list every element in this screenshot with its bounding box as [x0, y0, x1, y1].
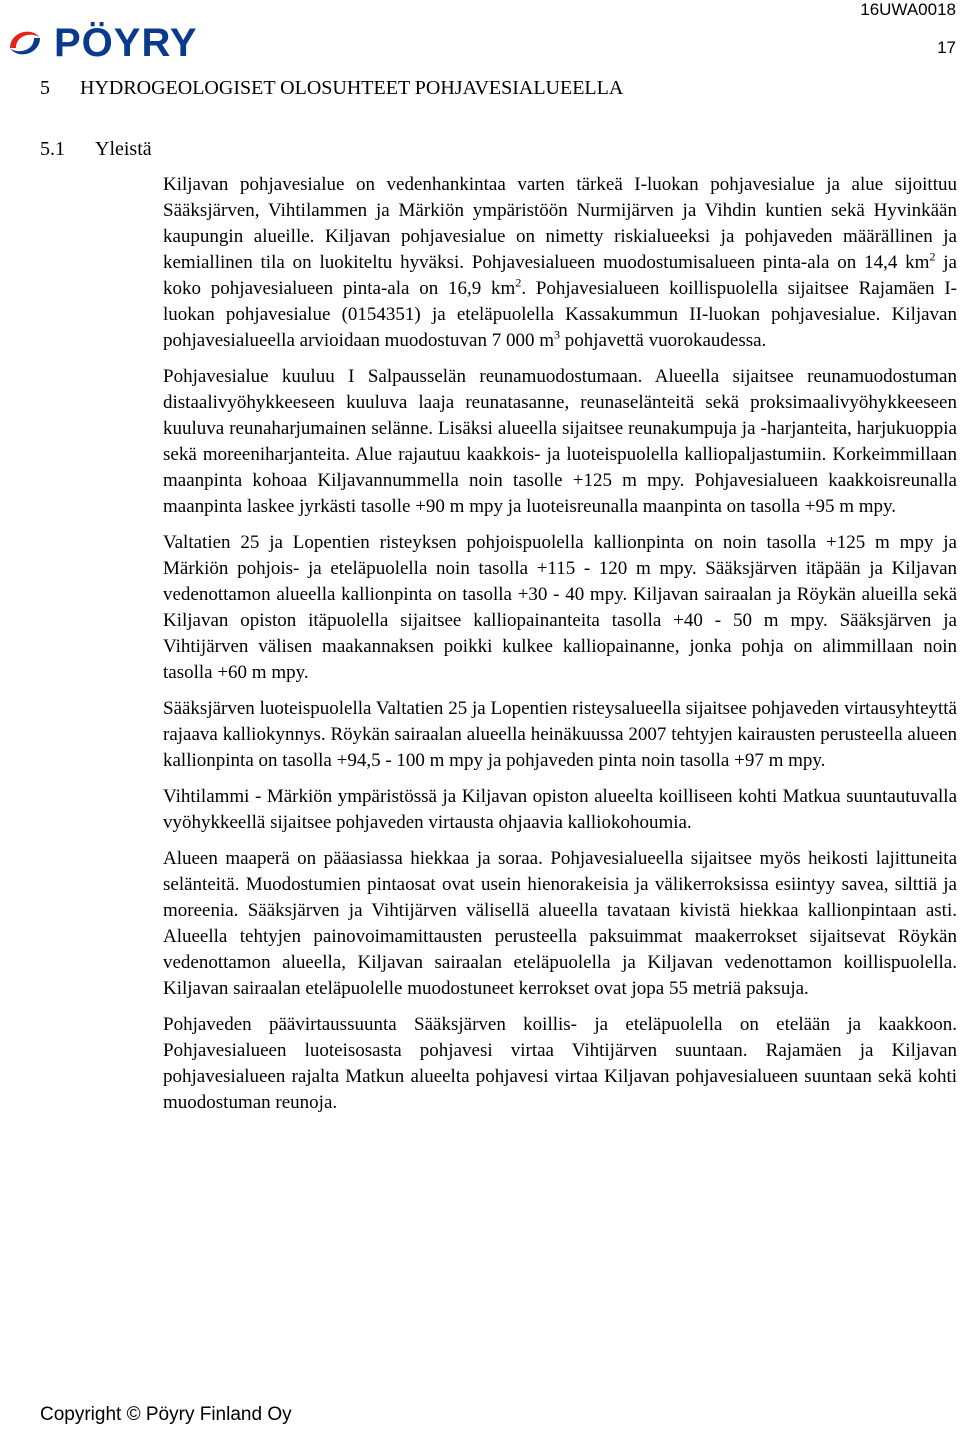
superscript: 2	[515, 275, 522, 290]
paragraph-text: pohjavettä vuorokaudessa.	[559, 330, 767, 351]
subsection-number: 5.1	[40, 138, 65, 160]
paragraph-text: . Pohjavesialueen koillispuolella sijaitsee Rajamäen I-luokan pohjavesialue (0154351) ja eteläpuolella Kassakummun II-luokan pohjavesialue. Kiljavan pohjavesialueella arvioidaan muodostuvan 7 000 m	[163, 278, 958, 351]
paragraph: Pohjavesialue kuuluu I Salpausselän reunamuodostumaan. Alueella sijaitsee reunamuodostuman distaalivyöhykkeeseen kuuluva laaja reunatasanne, reunaselänteitä sekä proksimaalivyöhykkeeseen kuuluva reunaharjumainen selänne. Lisäksi alueella sijaitsee reunakumpuja ja -harjanteita, harjukuoppia sekä moreeniharjanteita. Alue rajautuu kaakkois- ja luoteispuolella kalliopaljastumiin. Korkeimmillaan maanpinta kohoaa Kiljavannummella noin tasolle +125 m mpy. Pohjavesialueen kaakkoisreunalla maanpinta laskee jyrkästi tasolle +90 m mpy ja luoteisreunalla maanpinta on tasolla +95 m mpy.	[163, 366, 957, 517]
paragraph-text: ja koko pohjavesialueen pinta-ala on 16,9 km	[163, 252, 957, 299]
subsection-heading	[40, 137, 152, 161]
page-number: 17	[937, 38, 956, 57]
poyry-swirl-icon	[2, 22, 48, 64]
paragraph: Vihtilammi - Märkiön ympäristössä ja Kiljavan opiston alueelta koilliseen kohti Matkua suuntautuvalla vyöhykkeellä sijaitsee pohjaveden virtausta ohjaavia kalliokohoumia.	[163, 786, 957, 833]
body-text	[163, 172, 957, 1126]
subsection-title: Yleistä	[95, 138, 152, 160]
superscript: 3	[553, 327, 560, 342]
section-heading	[40, 76, 623, 100]
section-number: 5	[40, 77, 50, 99]
document-code: 16UWA0018	[860, 0, 956, 19]
logo-wordmark: PÖYRY	[54, 21, 198, 65]
paragraph: Alueen maaperä on pääasiassa hiekkaa ja soraa. Pohjavesialueella sijaitsee myös heikosti lajittuneita selänteitä. Muodostumien pintaosat ovat usein hienorakeisia ja välikerroksissa esiintyy savea, silttiä ja moreenia. Sääksjärven ja Vihtijärven välisellä alueella tavataan kivistä hiekkaa kallionpintaan asti. Alueella tehtyjen painovoimamittausten perusteella paksuimmat maakerrokset sijaitsevat Röykän vedenottamon alueella, Kiljavan sairaalan eteläpuolella ja Kiljavan vedenottamon koillispuolella. Kiljavan sairaalan eteläpuolelle muodostuneet kerrokset ovat jopa 55 metriä paksuja.	[163, 848, 957, 999]
company-logo	[2, 22, 252, 64]
section-title: HYDROGEOLOGISET OLOSUHTEET POHJAVESIALUEELLA	[80, 77, 624, 99]
superscript: 2	[929, 249, 936, 264]
paragraph-text: Kiljavan pohjavesialue on vedenhankintaa varten tärkeä I-luokan pohjavesialue ja alue sijoittuu Sääksjärven, Vihtilammen ja Märkiön ympäristöön Nurmijärven ja Vihdin kuntien sekä Hyvinkään kaupungin alueille. Kiljavan pohjavesialue on nimetty riskialueeksi ja pohjaveden määrällinen ja kemiallinen tila on luokiteltu hyväksi. Pohjavesialueen muodostumisalueen pinta-ala on 14,4 km	[163, 174, 957, 273]
paragraph	[163, 172, 957, 354]
paragraph: Pohjaveden päävirtaussuunta Sääksjärven koillis- ja eteläpuolella on etelään ja kaakkoon. Pohjavesialueen luoteisosasta pohjavesi virtaa Vihtijärven suuntaan. Rajamäen ja Kiljavan pohjavesialueen rajalta Matkun alueelta pohjavesi virtaa Kiljavan pohjavesialueen suuntaan sekä kohti muodostuman reunoja.	[163, 1014, 957, 1113]
footer-copyright: Copyright © Pöyry Finland Oy	[40, 1404, 292, 1425]
paragraph: Sääksjärven luoteispuolella Valtatien 25 ja Lopentien risteysalueella sijaitsee pohjaveden virtausyhteyttä rajaava kalliokynnys. Röykän sairaalan alueella heinäkuussa 2007 tehtyjen kairausten perusteella alueen kallionpinta on tasolla +94,5 - 100 m mpy ja pohjaveden pinta noin tasolla +97 m mpy.	[163, 698, 957, 771]
paragraph: Valtatien 25 ja Lopentien risteyksen pohjoispuolella kallionpinta on noin tasolla +125 m mpy ja Märkiön pohjois- ja eteläpuolella noin tasolla +115 - 120 m mpy. Sääksjärven itäpään ja Kiljavan vedenottamon alueella kallionpinta on tasolla +30 - 40 mpy. Kiljavan sairaalan ja Röykän alueilla sekä Kiljavan opiston itäpuolella sijaitsee kalliopainanteita tasolla +40 - 50 m mpy. Sääksjärven ja Vihtijärven välisen maakannaksen poikki kulkee kalliopainanne, jonka pohja on alimmillaan noin tasolla +60 m mpy.	[163, 532, 957, 683]
